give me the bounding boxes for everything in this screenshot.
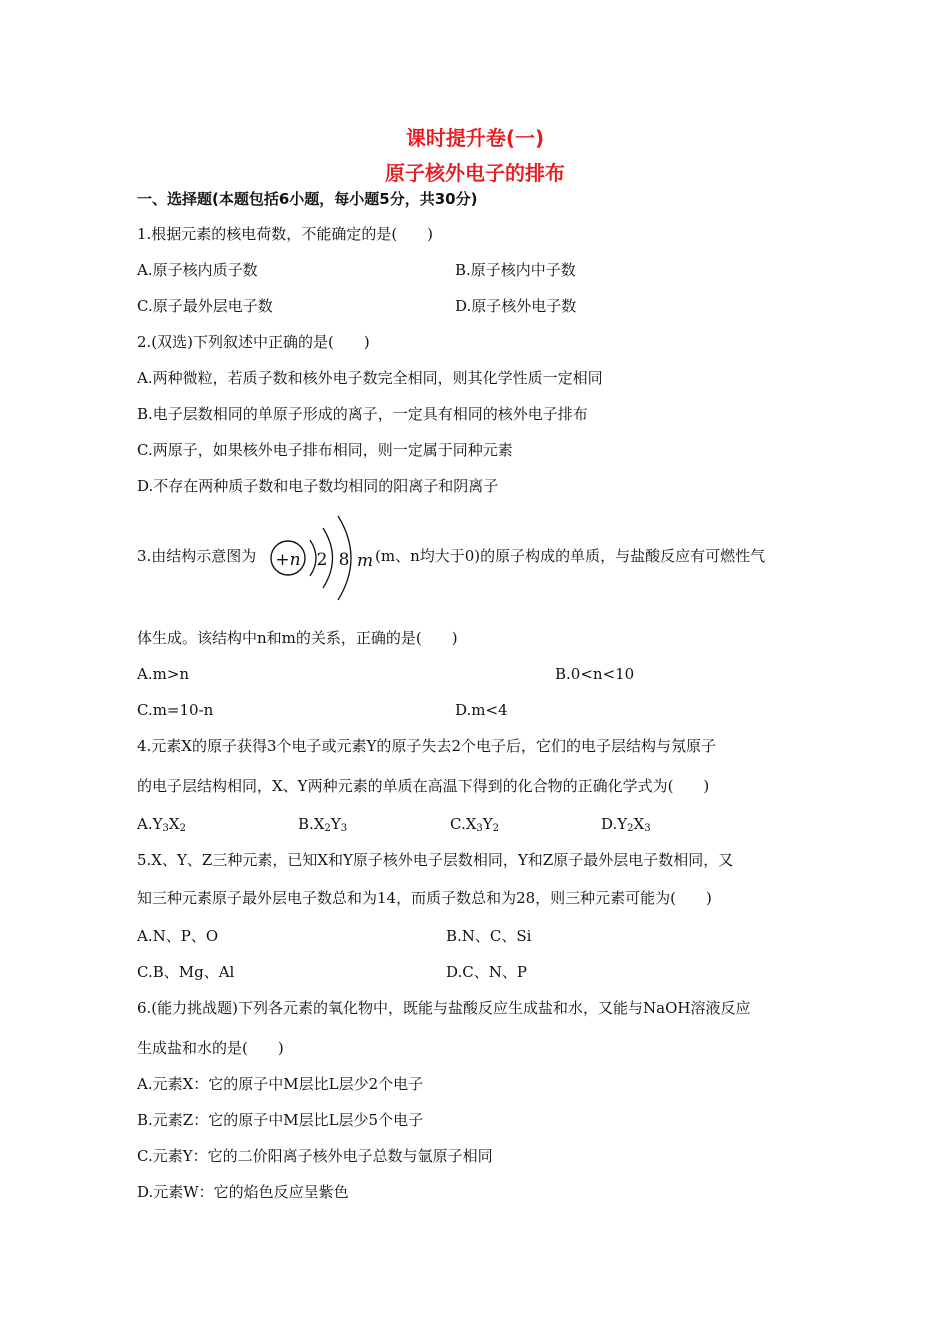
q2-option-d: D.不存在两种质子数和电子数均相同的阳离子和阴离子 xyxy=(137,477,499,495)
q5-option-a: A.N、P、O xyxy=(137,927,219,945)
q4-stem-line-2: 的电子层结构相同，X、Y两种元素的单质在高温下得到的化合物的正确化学式为( ) xyxy=(137,777,710,795)
q1-option-d: D.原子核外电子数 xyxy=(455,297,577,315)
shell-3-electron-count: m xyxy=(356,551,374,571)
q4-option-c: $C.X_3Y_2$ xyxy=(450,815,500,834)
shell-2-electron-count: 8 xyxy=(338,550,350,570)
electron-shell-1-arc xyxy=(310,540,316,576)
shell-1-electron-count: 2 xyxy=(316,550,328,570)
q5-stem-line-2: 知三种元素原子最外层电子数总和为14，而质子数总和为28，则三种元素可能为( ) xyxy=(137,889,712,907)
q4-option-b: $B.X_2Y_3$ xyxy=(298,815,348,834)
q4-option-d: $D.Y_2X_3$ xyxy=(601,815,651,834)
document-title: 课时提升卷(一) xyxy=(405,126,545,150)
q5-option-b: B.N、C、Si xyxy=(446,927,532,945)
atomic-structure-diagram xyxy=(268,510,374,606)
q4-option-a: $A.Y_3X_2$ xyxy=(137,815,186,834)
document-subtitle: 原子核外电子的排布 xyxy=(385,161,565,185)
q6-stem-line-1: 6.(能力挑战题)下列各元素的氧化物中，既能与盐酸反应生成盐和水，又能与NaOH溶液反应 xyxy=(137,999,751,1017)
q4-stem-line-1: 4.元素X的原子获得3个电子或元素Y的原子失去2个电子后，它们的电子层结构与氖原子 xyxy=(137,737,716,755)
q1-option-b: B.原子核内中子数 xyxy=(455,261,576,279)
q6-option-d: D.元素W：它的焰色反应呈紫色 xyxy=(137,1183,349,1201)
q3-stem-start: 3.由结构示意图为 xyxy=(137,547,257,565)
q5-stem-line-1: 5.X、Y、Z三种元素，已知X和Y原子核外电子层数相同，Y和Z原子最外层电子数相同，又 xyxy=(137,851,734,869)
q1-stem: 1.根据元素的核电荷数，不能确定的是( ) xyxy=(137,225,434,243)
q6-option-b: B.元素Z：它的原子中M层比L层少5个电子 xyxy=(137,1111,424,1129)
section-heading: 一、选择题(本题包括6小题，每小题5分，共30分) xyxy=(137,190,478,208)
q6-stem-line-2: 生成盐和水的是( ) xyxy=(137,1039,284,1057)
q6-option-a: A.元素X：它的原子中M层比L层少2个电子 xyxy=(137,1075,424,1093)
q2-option-b: B.电子层数相同的单原子形成的离子，一定具有相同的核外电子排布 xyxy=(137,405,588,423)
q3-option-a: A.m>n xyxy=(137,665,190,683)
q5-option-c: C.B、Mg、Al xyxy=(137,963,235,981)
q3-stem-continued: 体生成。该结构中n和m的关系，正确的是( ) xyxy=(137,629,458,647)
q2-option-c: C.两原子，如果核外电子排布相同，则一定属于同种元素 xyxy=(137,441,513,459)
q2-option-a: A.两种微粒，若质子数和核外电子数完全相同，则其化学性质一定相同 xyxy=(137,369,603,387)
q3-stem-end: (m、n均大于0)的原子构成的单质，与盐酸反应有可燃性气 xyxy=(375,547,766,565)
nucleus-charge-label: +n xyxy=(275,550,301,570)
q6-option-c: C.元素Y：它的二价阳离子核外电子总数与氩原子相同 xyxy=(137,1147,493,1165)
q3-option-d: D.m<4 xyxy=(455,701,508,719)
q2-stem: 2.(双选)下列叙述中正确的是( ) xyxy=(137,333,370,351)
q1-option-a: A.原子核内质子数 xyxy=(137,261,258,279)
q5-option-d: D.C、N、P xyxy=(446,963,527,981)
q3-option-b: B.0<n<10 xyxy=(555,665,635,683)
q3-option-c: C.m=10-n xyxy=(137,701,214,719)
q1-option-c: C.原子最外层电子数 xyxy=(137,297,273,315)
